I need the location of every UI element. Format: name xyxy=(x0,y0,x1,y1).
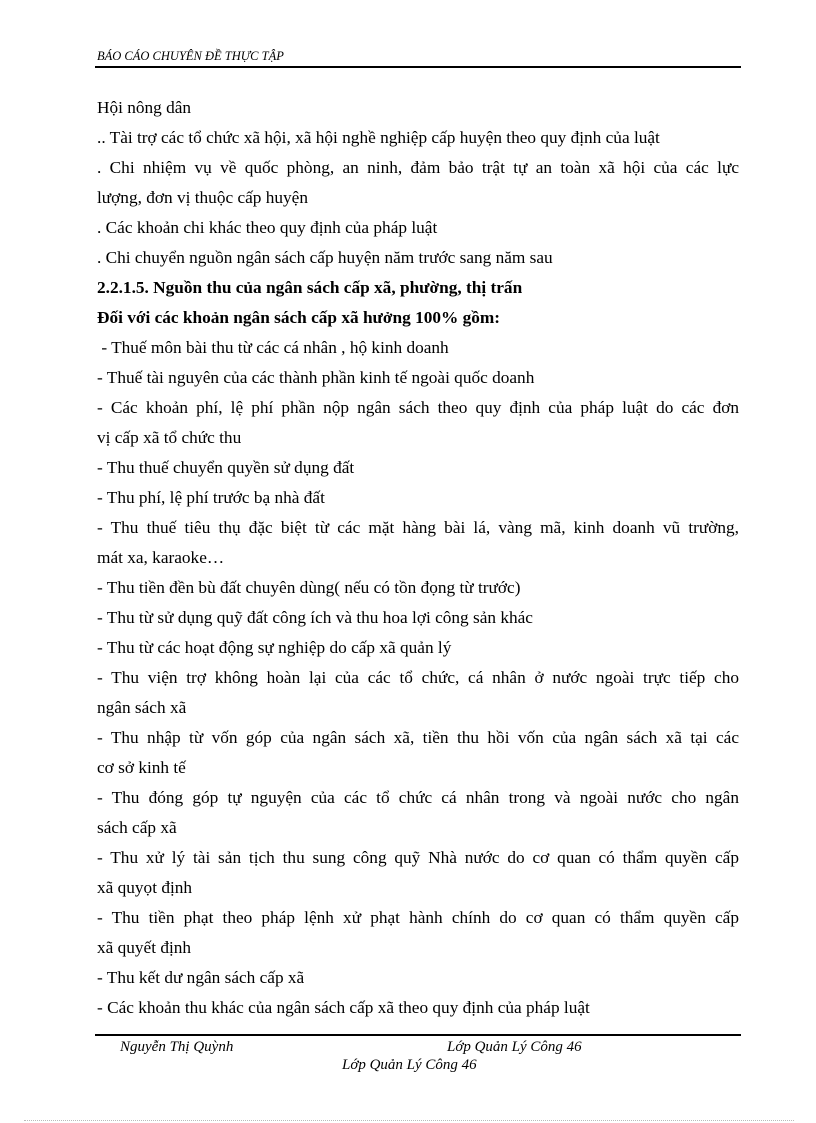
body-line: . Chi nhiệm vụ về quốc phòng, an ninh, đảm bảo trật tự an toàn xã hội của các lực xyxy=(97,158,739,177)
subsection-heading: Đối với các khoản ngân sách cấp xã hưởng 100% gồm: xyxy=(97,308,501,327)
list-item-continuation: xã quyết định xyxy=(97,938,192,957)
document-body xyxy=(97,93,739,1023)
list-item: - Thu tiền đền bù đất chuyên dùng( nếu có tồn đọng từ trước) xyxy=(97,578,521,597)
footer-author: Nguyễn Thị Quỳnh xyxy=(120,1039,234,1055)
list-item: - Thu viện trợ không hoàn lại của các tổ chức, cá nhân ở nước ngoài trực tiếp cho xyxy=(97,668,739,687)
body-line: . Các khoản chi khác theo quy định của pháp luật xyxy=(97,218,438,237)
list-item: - Thuế môn bài thu từ các cá nhân , hộ kinh doanh xyxy=(97,338,449,357)
list-item: - Thuế tài nguyên của các thành phần kinh tế ngoài quốc doanh xyxy=(97,368,535,387)
list-item: - Các khoản phí, lệ phí phần nộp ngân sách theo quy định của pháp luật do các đơn xyxy=(97,398,739,417)
footer-class: Lớp Quản Lý Công 46 xyxy=(447,1039,582,1055)
list-item: - Thu thuế tiêu thụ đặc biệt từ các mặt hàng bài lá, vàng mã, kinh doanh vũ trường, xyxy=(97,518,739,537)
list-item: - Thu xử lý tài sản tịch thu sung công quỹ Nhà nước do cơ quan có thẩm quyền cấp xyxy=(97,848,739,867)
list-item: - Thu đóng góp tự nguyện của các tổ chức cá nhân trong và ngoài nước cho ngân xyxy=(97,788,739,807)
list-item: - Các khoản thu khác của ngân sách cấp xã theo quy định của pháp luật xyxy=(97,998,590,1017)
section-heading: 2.2.1.5. Nguồn thu của ngân sách cấp xã, phường, thị trấn xyxy=(97,278,523,297)
header-title: BÁO CÁO CHUYÊN ĐỀ THỰC TẬP xyxy=(97,49,284,63)
page-bottom-edge xyxy=(24,1120,794,1121)
list-item: - Thu phí, lệ phí trước bạ nhà đất xyxy=(97,488,325,507)
body-line: . Chi chuyển nguồn ngân sách cấp huyện năm trước sang năm sau xyxy=(97,248,553,267)
header-divider xyxy=(95,66,741,68)
body-line: Hội nông dân xyxy=(97,98,192,117)
list-item: - Thu từ sử dụng quỹ đất công ích và thu hoa lợi công sản khác xyxy=(97,608,533,627)
footer-divider xyxy=(95,1034,741,1036)
list-item-continuation: ngân sách xã xyxy=(97,698,187,717)
list-item: - Thu kết dư ngân sách cấp xã xyxy=(97,968,305,987)
list-item-continuation: vị cấp xã tổ chức thu xyxy=(97,428,242,447)
footer-class-repeat: Lớp Quản Lý Công 46 xyxy=(342,1057,477,1073)
list-item-continuation: mát xa, karaoke… xyxy=(97,548,225,567)
list-item: - Thu nhập từ vốn góp của ngân sách xã, tiền thu hồi vốn của ngân sách xã tại các xyxy=(97,728,739,747)
body-line: .. Tài trợ các tổ chức xã hội, xã hội nghề nghiệp cấp huyện theo quy định của luật xyxy=(97,128,660,147)
body-line: lượng, đơn vị thuộc cấp huyện xyxy=(97,188,308,207)
list-item: - Thu từ các hoạt động sự nghiệp do cấp xã quản lý xyxy=(97,638,452,657)
list-item-continuation: sách cấp xã xyxy=(97,818,177,837)
list-item: - Thu thuế chuyển quyền sử dụng đất xyxy=(97,458,355,477)
list-item-continuation: cơ sở kinh tế xyxy=(97,758,186,777)
list-item: - Thu tiền phạt theo pháp lệnh xử phạt hành chính do cơ quan có thẩm quyền cấp xyxy=(97,908,739,927)
list-item-continuation: xã quyọt định xyxy=(97,878,193,897)
